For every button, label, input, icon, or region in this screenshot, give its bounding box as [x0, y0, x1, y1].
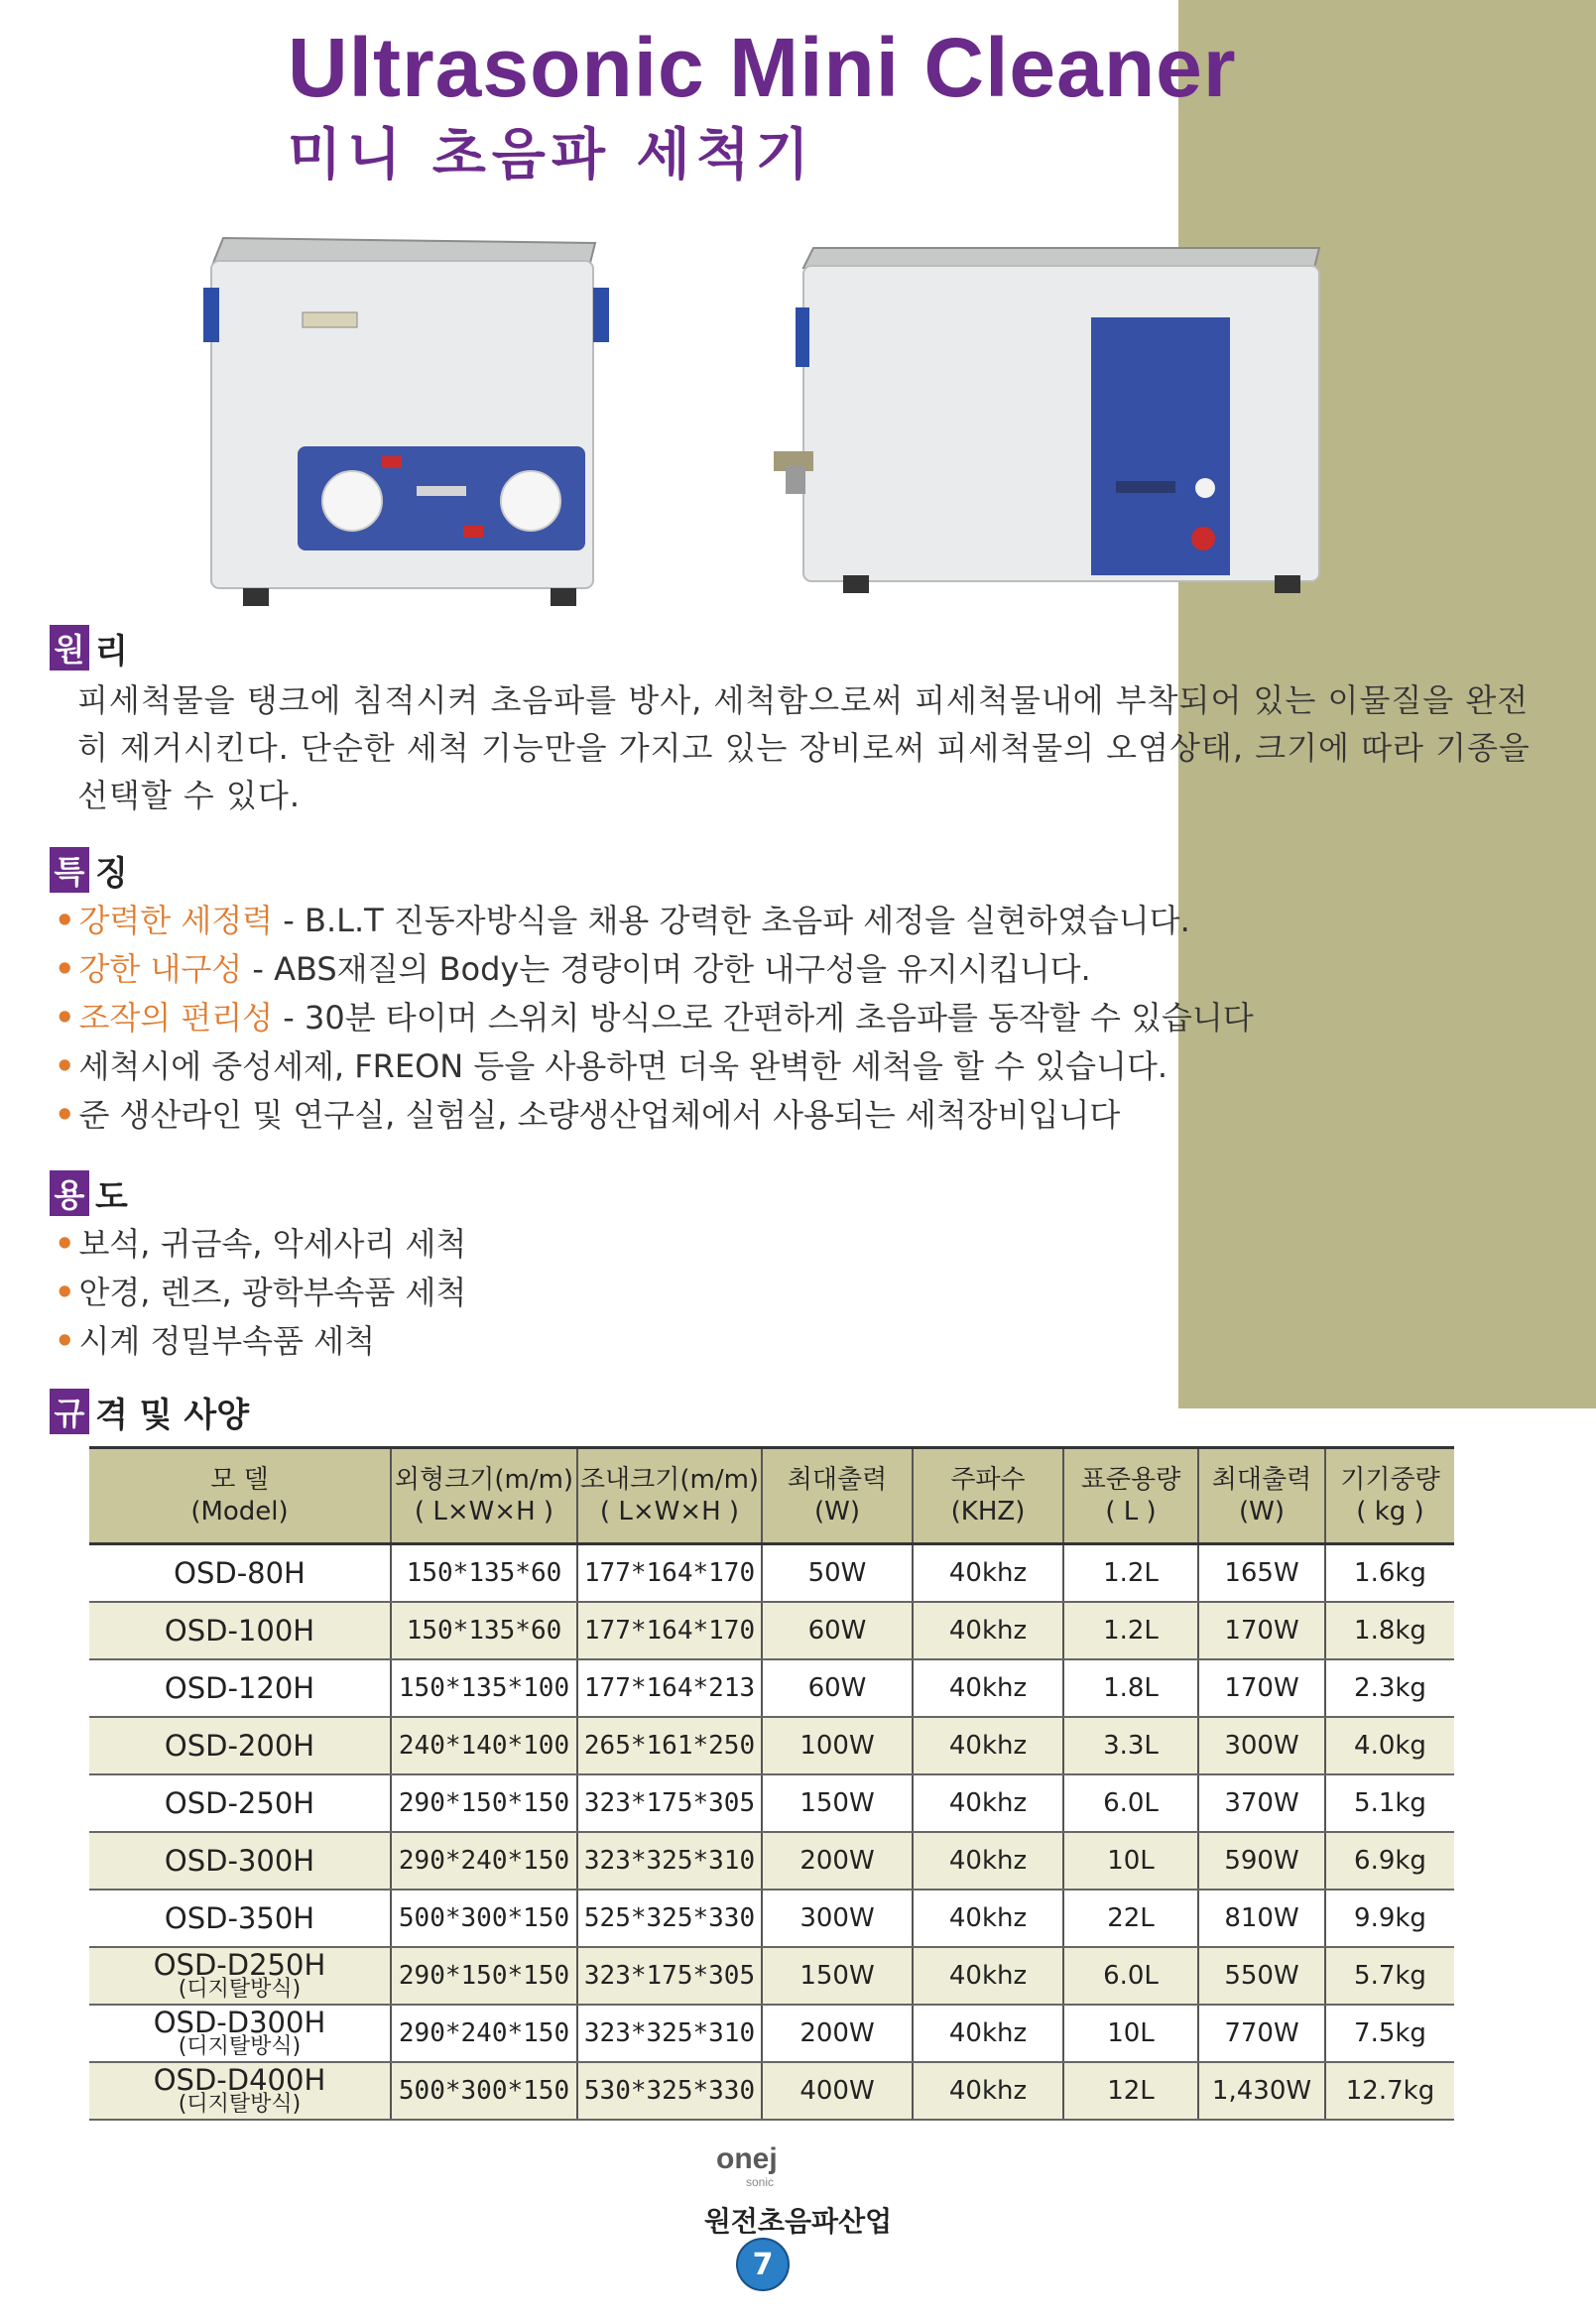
feature-item: • 준 생산라인 및 연구실, 실험실, 소량생산업체에서 사용되는 세척장비입니다 — [55, 1096, 1121, 1134]
model-cell: OSD-120H — [89, 1659, 391, 1717]
svg-text:onej: onej — [716, 2142, 778, 2175]
col-header: 외형크기(m/m) ( L×W×H ) — [391, 1448, 577, 1544]
power-cell: 150W — [762, 1774, 913, 1832]
model-cell: OSD-D400H (디지탈방식) — [89, 2062, 391, 2120]
maxp-cell: 590W — [1198, 1832, 1325, 1890]
use-item: • 안경, 렌즈, 광학부속품 세척 — [55, 1274, 467, 1311]
principle-text: 피세척물을 탱크에 침적시켜 초음파를 방사, 세척함으로써 피세척물내에 부착되어 있는 이물질을 완전히 제거시킨다. 단순한 세척 기능만을 가지고 있는 장비로써 피세척물의 오염상태, 크기에 따라 기종을 선택할 수 있다. — [77, 681, 1531, 814]
power-cell: 200W — [762, 2005, 913, 2062]
power-cell: 60W — [762, 1659, 913, 1717]
principle-heading-text: 리 — [95, 631, 128, 671]
freq-cell: 40khz — [913, 1947, 1063, 2005]
freq-cell: 40khz — [913, 1890, 1063, 1947]
model-cell: OSD-300H — [89, 1832, 391, 1890]
inner-cell: 525*325*330 — [577, 1890, 762, 1947]
weight-cell: 5.7kg — [1325, 1947, 1454, 2005]
model-cell: OSD-200H — [89, 1717, 391, 1774]
power-cell: 100W — [762, 1717, 913, 1774]
weight-cell: 5.1kg — [1325, 1774, 1454, 1832]
weight-cell: 1.8kg — [1325, 1602, 1454, 1659]
analog-cleaner-image — [203, 223, 610, 620]
maxp-cell: 170W — [1198, 1602, 1325, 1659]
maxp-cell: 165W — [1198, 1544, 1325, 1603]
spec-table — [89, 1446, 1454, 2121]
weight-cell: 6.9kg — [1325, 1832, 1454, 1890]
weight-cell: 9.9kg — [1325, 1890, 1454, 1947]
table-row — [89, 1774, 1454, 1832]
uses-heading — [50, 1170, 128, 1216]
freq-cell: 40khz — [913, 1717, 1063, 1774]
power-cell: 200W — [762, 1832, 913, 1890]
outer-cell: 290*240*150 — [391, 1832, 577, 1890]
table-row — [89, 1602, 1454, 1659]
freq-cell: 40khz — [913, 1832, 1063, 1890]
digital-cleaner-image — [774, 238, 1329, 615]
freq-cell: 40khz — [913, 1774, 1063, 1832]
inner-cell: 177*164*170 — [577, 1544, 762, 1603]
table-row — [89, 1832, 1454, 1890]
outer-cell: 150*135*60 — [391, 1602, 577, 1659]
table-row — [89, 1544, 1454, 1603]
table-row — [89, 2062, 1454, 2120]
model-cell: OSD-250H — [89, 1774, 391, 1832]
outer-cell: 290*150*150 — [391, 1947, 577, 2005]
outer-cell: 500*300*150 — [391, 1890, 577, 1947]
table-row — [89, 1717, 1454, 1774]
table-row — [89, 1659, 1454, 1717]
col-header: 최대출력 (W) — [762, 1448, 913, 1544]
inner-cell: 177*164*213 — [577, 1659, 762, 1717]
features-heading-box: 특 — [50, 847, 89, 893]
weight-cell: 1.6kg — [1325, 1544, 1454, 1603]
cap-cell: 6.0L — [1063, 1774, 1198, 1832]
svg-text:sonic: sonic — [746, 2175, 775, 2189]
specs-heading-text: 격 및 사양 — [95, 1395, 250, 1435]
outer-cell: 150*135*100 — [391, 1659, 577, 1717]
principle-heading — [50, 625, 128, 671]
outer-cell: 500*300*150 — [391, 2062, 577, 2120]
maxp-cell: 1,430W — [1198, 2062, 1325, 2120]
model-cell: OSD-350H — [89, 1890, 391, 1947]
features-list — [55, 897, 1344, 1140]
freq-cell: 40khz — [913, 1602, 1063, 1659]
inner-cell: 323*325*310 — [577, 2005, 762, 2062]
maxp-cell: 770W — [1198, 2005, 1325, 2062]
weight-cell: 4.0kg — [1325, 1717, 1454, 1774]
cap-cell: 22L — [1063, 1890, 1198, 1947]
table-header-row — [89, 1448, 1454, 1544]
col-header: 모 델 (Model) — [89, 1448, 391, 1544]
freq-cell: 40khz — [913, 2062, 1063, 2120]
table-row — [89, 1890, 1454, 1947]
specs-heading-box: 규 — [50, 1389, 89, 1434]
company-logo — [716, 2135, 815, 2194]
freq-cell: 40khz — [913, 1659, 1063, 1717]
weight-cell: 2.3kg — [1325, 1659, 1454, 1717]
model-cell: OSD-D300H (디지탈방식) — [89, 2005, 391, 2062]
table-row — [89, 1947, 1454, 2005]
page-subtitle: 미니 초음파 세척기 — [288, 123, 815, 187]
page-number: 7 — [736, 2238, 790, 2291]
feature-item: • 세척시에 중성세제, FREON 등을 사용하면 더욱 완벽한 세척을 할 수 있습니다. — [55, 1047, 1168, 1085]
inner-cell: 323*175*305 — [577, 1774, 762, 1832]
cap-cell: 10L — [1063, 1832, 1198, 1890]
outer-cell: 290*150*150 — [391, 1774, 577, 1832]
outer-cell: 150*135*60 — [391, 1544, 577, 1603]
freq-cell: 40khz — [913, 2005, 1063, 2062]
freq-cell: 40khz — [913, 1544, 1063, 1603]
inner-cell: 323*175*305 — [577, 1947, 762, 2005]
cap-cell: 10L — [1063, 2005, 1198, 2062]
power-cell: 300W — [762, 1890, 913, 1947]
cap-cell: 1.8L — [1063, 1659, 1198, 1717]
inner-cell: 265*161*250 — [577, 1717, 762, 1774]
outer-cell: 240*140*100 — [391, 1717, 577, 1774]
cap-cell: 12L — [1063, 2062, 1198, 2120]
power-cell: 60W — [762, 1602, 913, 1659]
use-item: • 시계 정밀부속품 세척 — [55, 1322, 376, 1360]
company-name: 원전초음파산업 — [703, 2205, 893, 2238]
cap-cell: 6.0L — [1063, 1947, 1198, 2005]
model-cell: OSD-D250H (디지탈방식) — [89, 1947, 391, 2005]
maxp-cell: 170W — [1198, 1659, 1325, 1717]
maxp-cell: 550W — [1198, 1947, 1325, 2005]
col-header: 주파수 (KHZ) — [913, 1448, 1063, 1544]
col-header: 조내크기(m/m) ( L×W×H ) — [577, 1448, 762, 1544]
uses-heading-text: 도 — [95, 1176, 128, 1217]
specs-heading — [50, 1389, 249, 1434]
weight-cell: 7.5kg — [1325, 2005, 1454, 2062]
col-header: 최대출력 (W) — [1198, 1448, 1325, 1544]
cap-cell: 1.2L — [1063, 1544, 1198, 1603]
maxp-cell: 370W — [1198, 1774, 1325, 1832]
maxp-cell: 300W — [1198, 1717, 1325, 1774]
feature-item: • 강한 내구성 - ABS재질의 Body는 경량이며 강한 내구성을 유지시킵니다. — [55, 950, 1091, 988]
power-cell: 400W — [762, 2062, 913, 2120]
col-header: 기기중량 ( kg ) — [1325, 1448, 1454, 1544]
feature-item: • 조작의 편리성 - 30분 타이머 스위치 방식으로 간편하게 초음파를 동작할 수 있습니다 — [55, 999, 1254, 1037]
feature-item: • 강력한 세정력 - B.L.T 진동자방식을 채용 강력한 초음파 세정을 실현하였습니다. — [55, 902, 1190, 939]
principle-heading-box: 원 — [50, 625, 89, 671]
features-heading-text: 징 — [95, 853, 128, 894]
page-title: Ultrasonic Mini Cleaner — [288, 21, 1237, 114]
power-cell: 50W — [762, 1544, 913, 1603]
cap-cell: 3.3L — [1063, 1717, 1198, 1774]
col-header: 표준용량 ( L ) — [1063, 1448, 1198, 1544]
inner-cell: 530*325*330 — [577, 2062, 762, 2120]
use-item: • 보석, 귀금속, 악세사리 세척 — [55, 1225, 467, 1263]
uses-list — [55, 1220, 1344, 1366]
outer-cell: 290*240*150 — [391, 2005, 577, 2062]
inner-cell: 177*164*170 — [577, 1602, 762, 1659]
power-cell: 150W — [762, 1947, 913, 2005]
model-cell: OSD-80H — [89, 1544, 391, 1603]
cap-cell: 1.2L — [1063, 1602, 1198, 1659]
weight-cell: 12.7kg — [1325, 2062, 1454, 2120]
model-cell: OSD-100H — [89, 1602, 391, 1659]
features-heading — [50, 847, 128, 893]
inner-cell: 323*325*310 — [577, 1832, 762, 1890]
table-row — [89, 2005, 1454, 2062]
uses-heading-box: 용 — [50, 1170, 89, 1216]
maxp-cell: 810W — [1198, 1890, 1325, 1947]
